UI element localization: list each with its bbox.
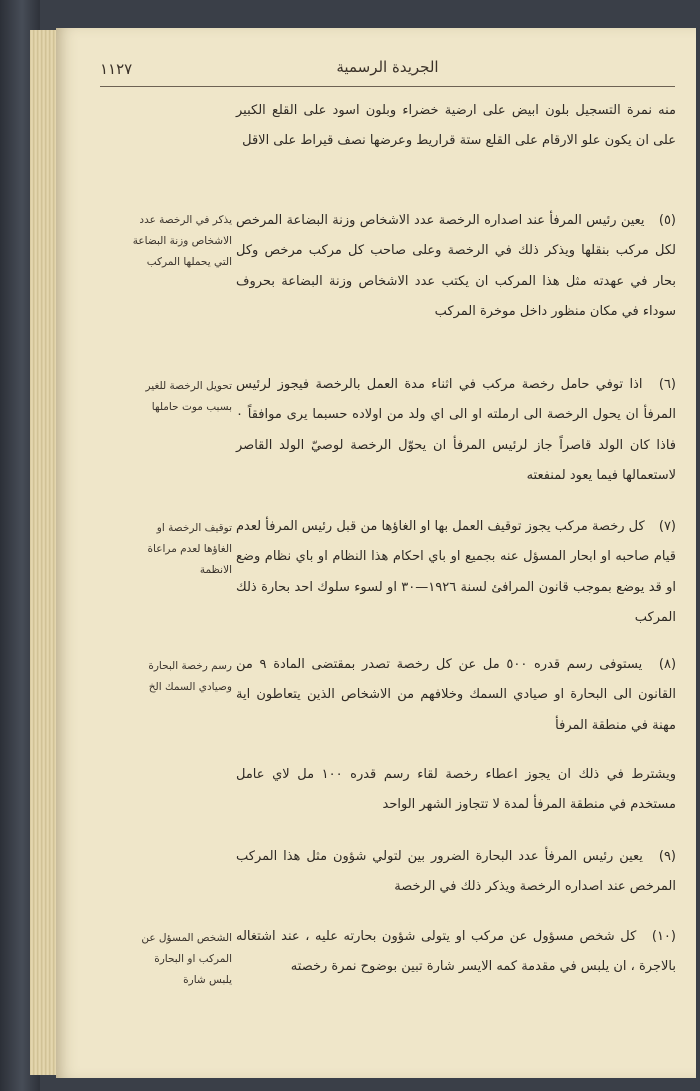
paragraph-text: كل شخص مسؤول عن مركب او يتولى شؤون بحارته عليه ، عند اشتغاله بالاجرة ، ان يلبس في مقدمة كمه الايسر شارة تبين بوضوح نمرة رخصته (236, 929, 676, 975)
paragraph-text: يستوفى رسم قدره ٥٠٠ مل عن كل رخصة تصدر بمقتضى المادة ٩ من القانون الى البحارة او صيادي السمك وخلافهم من الاشخاص الذين يتعاطون اية مهنة في منطقة المرفأ (236, 657, 676, 733)
paragraph-intro (236, 96, 676, 157)
paragraph-text: يعين رئيس المرفأ عدد البحارة الضرور بين لتولي شؤون مثل هذا المركب المرخص عند اصداره الرخصة ويذكر ذلك في الرخصة (236, 849, 676, 895)
paragraph-number: (١٠) (651, 929, 676, 944)
header-divider (100, 86, 675, 87)
paragraph-text: ويشترط في ذلك ان يجوز اعطاء رخصة لقاء رسم قدره ١٠٠ مل لاي عامل مستخدم في منطقة المرفأ لمدة لا تتجاوز الشهر الواحد (236, 767, 676, 813)
paragraph-text: يعين رئيس المرفأ عند اصداره الرخصة عدد الاشخاص وزنة البضاعة المرخص لكل مركب بنقلها ويذكر ذلك في الرخصة وعلى صاحب كل مركب مرخص وكل بحار في عهدته مثل هذا المركب ان يكتب عدد الاشخاص وزنة البضاعة بحروف سوداء في مكان منظور داخل موخرة المركب (236, 213, 676, 320)
paragraph-number: (٨) (658, 657, 677, 672)
paragraph-number: (٦) (658, 377, 676, 392)
running-title: الجريدة الرسمية (336, 58, 439, 76)
margin-note-persons-cargo: يذكر في الرخصة عدد الاشخاص وزنة البضاعة التي يحملها المركب (132, 214, 232, 268)
margin-note-license-fee: رسم رخصة البحارة وصيادي السمك الخ (148, 660, 232, 693)
paragraph-6 (236, 370, 676, 492)
paragraph-8 (236, 650, 676, 741)
page-header (100, 58, 675, 86)
paragraph-text: اذا توفي حامل رخصة مركب في اثناء مدة العمل بالرخصة فيجوز لرئيس المرفأ ان يحول الرخصة الى ارملته او الى اي ولد من اولاده حسبما يرى موافقاً ٠ فاذا كان الولد قاصراً جاز لرئيس المرفأ ان يحوّل الرخصة لوصيّ الولد القاصر لاستعمالها فيما يعود لمنفعته (236, 377, 676, 484)
paragraph-number: (٩) (658, 849, 676, 864)
paragraph-9 (236, 842, 676, 903)
paragraph-number: (٥) (658, 213, 676, 228)
margin-note-badge: الشخص المسؤل عن المركب او البحارة يلبس شارة (141, 932, 232, 986)
paragraph-text: منه نمرة التسجيل بلون ابيض على ارضية خضراء وبلون اسود على القلع الكبير على ان يكون علو الارقام على القلع ستة قراريط وعرضها نصف قيراط على الاقل (236, 103, 676, 149)
paragraph-number: (٧) (658, 519, 676, 534)
margin-note-license-suspension: توقيف الرخصة او الغاؤها لعدم مراعاة الانظمة (147, 522, 232, 576)
paragraph-7 (236, 512, 676, 634)
paragraph-10 (236, 922, 676, 983)
paragraph-8-condition (236, 760, 676, 821)
margin-note-license-transfer: تحويل الرخصة للغير بسبب موت حاملها (145, 380, 232, 413)
paragraph-text: كل رخصة مركب يجوز توقيف العمل بها او الغاؤها من قبل رئيس المرفأ لعدم قيام صاحبه او ابحار المسؤل عنه بجميع او باي احكام هذا النظام او باي نظام وضع او قد يوضع بموجب قانون المرافئ لسنة ١٩٢٦—٣٠ او لسوء سلوك احد بحارة ذلك المركب (236, 519, 677, 626)
paragraph-5 (236, 206, 676, 328)
page-number: ١١٢٧ (100, 60, 133, 78)
